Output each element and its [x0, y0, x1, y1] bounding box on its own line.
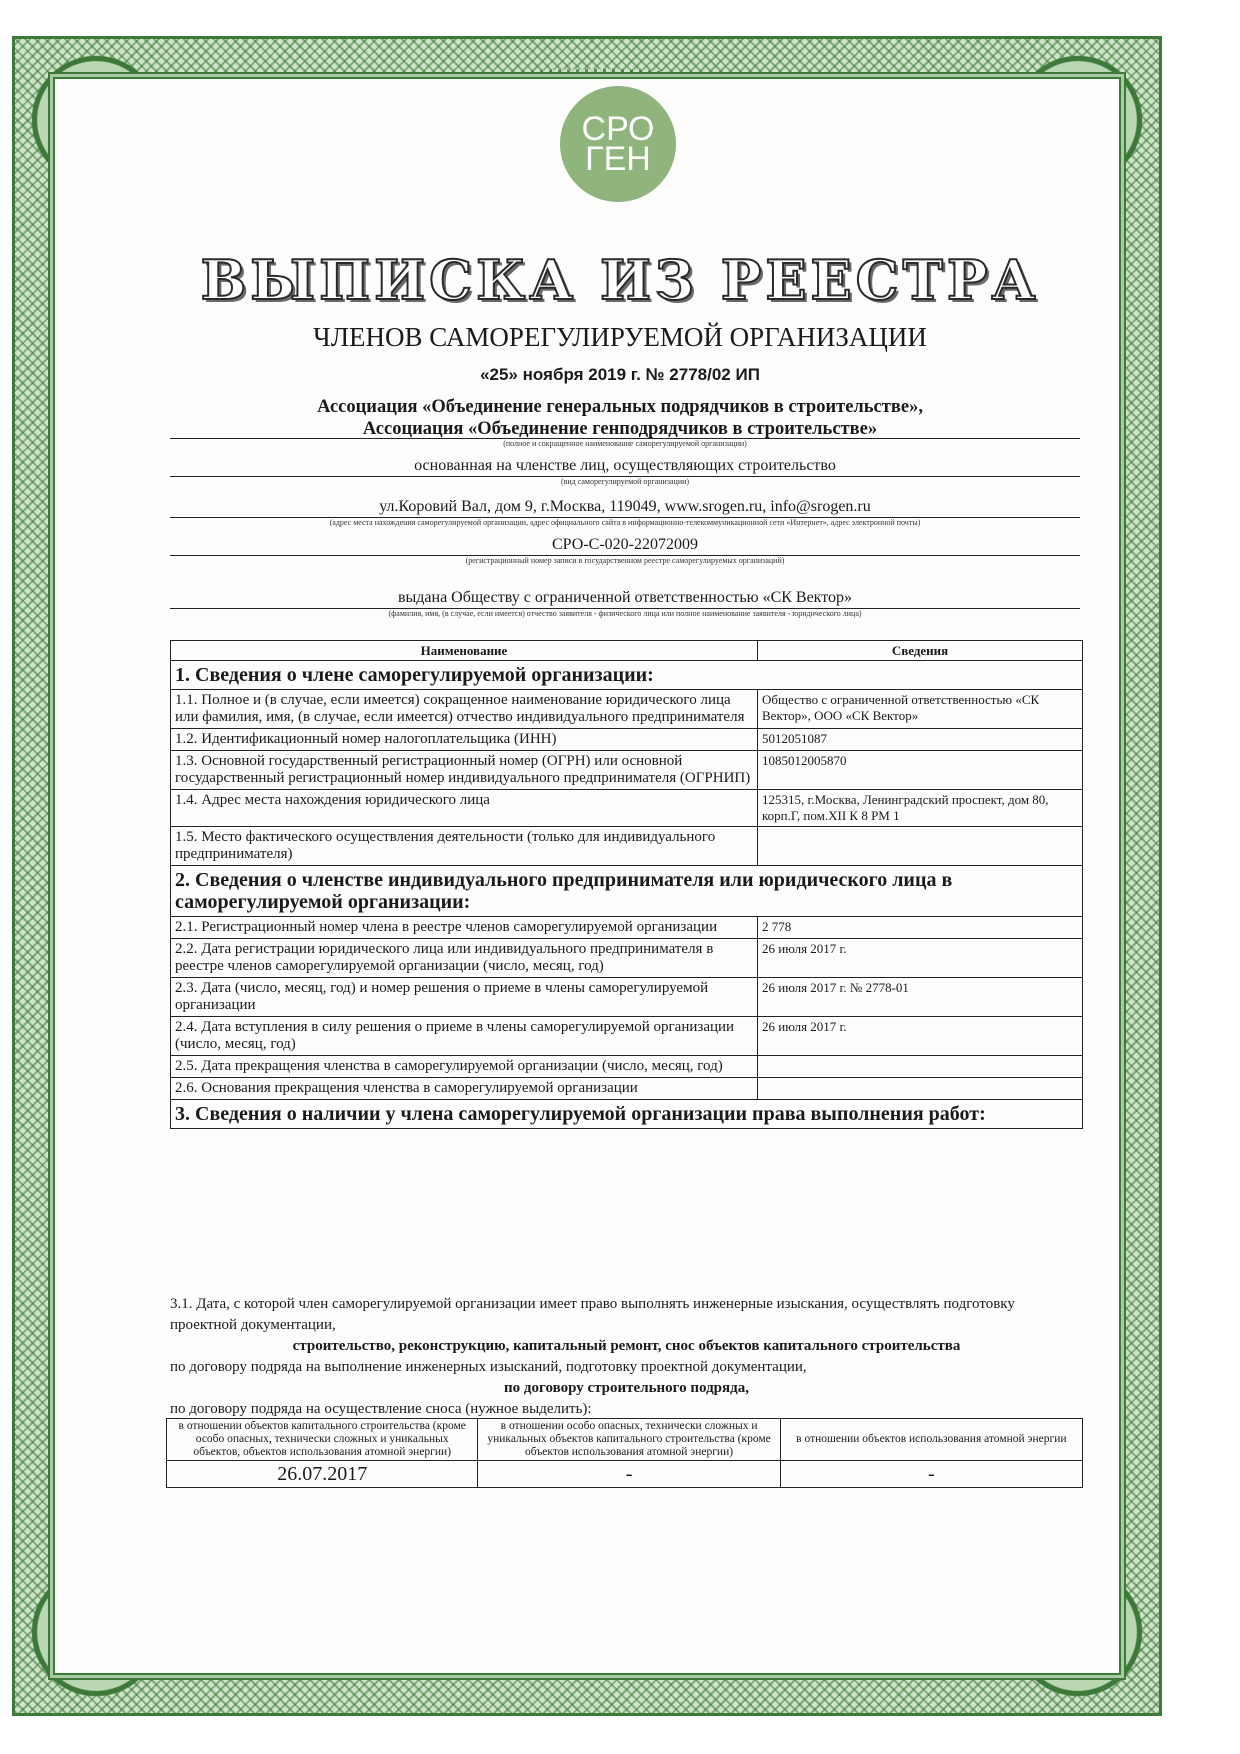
row-value — [758, 1056, 1083, 1078]
table-row — [171, 790, 1083, 827]
row-value — [758, 827, 1083, 866]
row-label: 2.3. Дата (число, месяц, год) и номер решения о приеме в члены саморегулируемой организации — [171, 978, 758, 1017]
table-row — [171, 729, 1083, 751]
organization-line-1: Ассоциация «Объединение генеральных подрядчиков в строительстве», — [317, 397, 923, 417]
row-value: 26 июля 2017 г. № 2778-01 — [758, 978, 1083, 1017]
row-value: 125315, г.Москва, Ленинградский проспект, дом 80, корп.Г, пом.XII К 8 РМ 1 — [758, 790, 1083, 827]
header-info: Сведения — [758, 641, 1083, 661]
table-header-row — [171, 641, 1083, 661]
registry-table — [170, 640, 1083, 1129]
table-row — [171, 917, 1083, 939]
table-row — [171, 1078, 1083, 1100]
section-row — [171, 866, 1083, 917]
row-value: 1085012005870 — [758, 751, 1083, 790]
row-value: 2 778 — [758, 917, 1083, 939]
row-label: 2.1. Регистрационный номер члена в реестре членов саморегулируемой организации — [171, 917, 758, 939]
row-value: Общество с ограниченной ответственностью «СК Вектор», ООО «СК Вектор» — [758, 690, 1083, 729]
field-value: СРО-С-020-22072009 — [170, 535, 1080, 556]
row-label: 1.5. Место фактического осуществления деятельности (только для индивидуального предпринимателя) — [171, 827, 758, 866]
section-3-work-types: строительство, реконструкцию, капитальный ремонт, снос объектов капитального строительства — [292, 1338, 961, 1354]
field-org-address — [170, 497, 1080, 528]
field-value: основанная на членстве лиц, осуществляющих строительство — [170, 456, 1080, 477]
table-row — [171, 690, 1083, 729]
field-caption: (регистрационный номер записи в государственном реестре саморегулируемых организаций) — [465, 556, 785, 565]
logo-line-1: СРО — [581, 110, 655, 148]
rights-table — [166, 1418, 1083, 1488]
row-value: 5012051087 — [758, 729, 1083, 751]
section-3-paragraph: по договору подряда на выполнение инженерных изысканий, подготовку проектной документации, — [170, 1359, 807, 1375]
section-row — [171, 1100, 1083, 1129]
srogen-logo — [560, 86, 676, 202]
table-row — [171, 939, 1083, 978]
rights-value: - — [780, 1461, 1082, 1488]
rights-value: - — [478, 1461, 780, 1488]
field-caption: (фамилия, имя, (в случае, если имеется) отчество заявителя - физического лица или полное наименование заявителя - юридического лица) — [388, 609, 862, 618]
row-label: 2.2. Дата регистрации юридического лица или индивидуального предпринимателя в реестре членов саморегулируемой организации (число, месяц, год) — [171, 939, 758, 978]
field-org-type — [170, 456, 1080, 487]
table-row — [171, 827, 1083, 866]
section-3-paragraph: 3.1. Дата, с которой член саморегулируемой организации имеет право выполнять инженерные изыскания, осуществлять подготовку проектной документации, — [170, 1296, 1015, 1333]
row-label: 2.5. Дата прекращения членства в саморегулируемой организации (число, месяц, год) — [171, 1056, 758, 1078]
row-label: 1.3. Основной государственный регистрационный номер (ОГРН) или основной государственный регистрационный номер индивидуального предпринимателя (ОГРНИП) — [171, 751, 758, 790]
section-3-text — [170, 1294, 1083, 1420]
section-3-title: 3. Сведения о наличии у члена саморегулируемой организации права выполнения работ: — [171, 1100, 1083, 1129]
document-date-number: «25» ноября 2019 г. № 2778/02 ИП — [480, 365, 760, 384]
field-registry-number — [170, 535, 1080, 566]
document-title: ВЫПИСКА ИЗ РЕЕСТРА — [200, 248, 1040, 312]
row-label: 2.6. Основания прекращения членства в саморегулируемой организации — [171, 1078, 758, 1100]
rights-header: в отношении особо опасных, технически сложных и уникальных объектов капитального строительства (кроме объектов использования атомной энергии) — [478, 1419, 780, 1461]
row-label: 1.4. Адрес места нахождения юридического лица — [171, 790, 758, 827]
field-caption: (адрес места нахождения саморегулируемой организации, адрес официального сайта в информационно-телекоммуникационной сети «Интернет», адрес электронной почты) — [329, 518, 921, 527]
table-row — [171, 978, 1083, 1017]
row-label: 1.2. Идентификационный номер налогоплательщика (ИНН) — [171, 729, 758, 751]
table-row — [171, 1017, 1083, 1056]
section-3-paragraph: по договору подряда на осуществление сноса (нужное выделить): — [170, 1401, 592, 1417]
rights-value-row — [167, 1461, 1083, 1488]
row-value — [758, 1078, 1083, 1100]
rights-header-row — [167, 1419, 1083, 1461]
section-3-contract-type: по договору строительного подряда, — [504, 1380, 749, 1396]
row-value: 26 июля 2017 г. — [758, 939, 1083, 978]
section-2-title: 2. Сведения о членстве индивидуального предпринимателя или юридического лица в саморегулируемой организации: — [171, 866, 1083, 917]
table-row — [171, 751, 1083, 790]
table-row — [171, 1056, 1083, 1078]
field-org-name — [170, 434, 1080, 449]
document-subtitle: ЧЛЕНОВ САМОРЕГУЛИРУЕМОЙ ОРГАНИЗАЦИИ — [313, 322, 927, 352]
rights-value: 26.07.2017 — [167, 1461, 478, 1488]
organization-line-2: Ассоциация «Объединение генподрядчиков в строительстве» — [362, 419, 878, 439]
field-issued-to — [170, 588, 1080, 619]
row-value: 26 июля 2017 г. — [758, 1017, 1083, 1056]
section-row — [171, 661, 1083, 690]
rights-header: в отношении объектов использования атомной энергии — [780, 1419, 1082, 1461]
logo-line-2: ГЕН — [585, 140, 651, 178]
field-value: выдана Обществу с ограниченной ответственностью «СК Вектор» — [170, 588, 1080, 609]
row-label: 2.4. Дата вступления в силу решения о приеме в члены саморегулируемой организации (число, месяц, год) — [171, 1017, 758, 1056]
header-name: Наименование — [171, 641, 758, 661]
field-caption: (вид саморегулируемой организации) — [560, 477, 690, 486]
row-label: 1.1. Полное и (в случае, если имеется) сокращенное наименование юридического лица или фамилия, имя, (в случае, если имеется) отчество индивидуального предпринимателя — [171, 690, 758, 729]
rights-header: в отношении объектов капитального строительства (кроме особо опасных, технически сложных и уникальных объектов, объектов использования атомной энергии) — [167, 1419, 478, 1461]
section-1-title: 1. Сведения о члене саморегулируемой организации: — [171, 661, 1083, 690]
field-value: ул.Коровий Вал, дом 9, г.Москва, 119049, www.srogen.ru, info@srogen.ru — [170, 497, 1080, 518]
field-caption: (полное и сокращенное наименование саморегулируемой организации) — [503, 439, 747, 448]
